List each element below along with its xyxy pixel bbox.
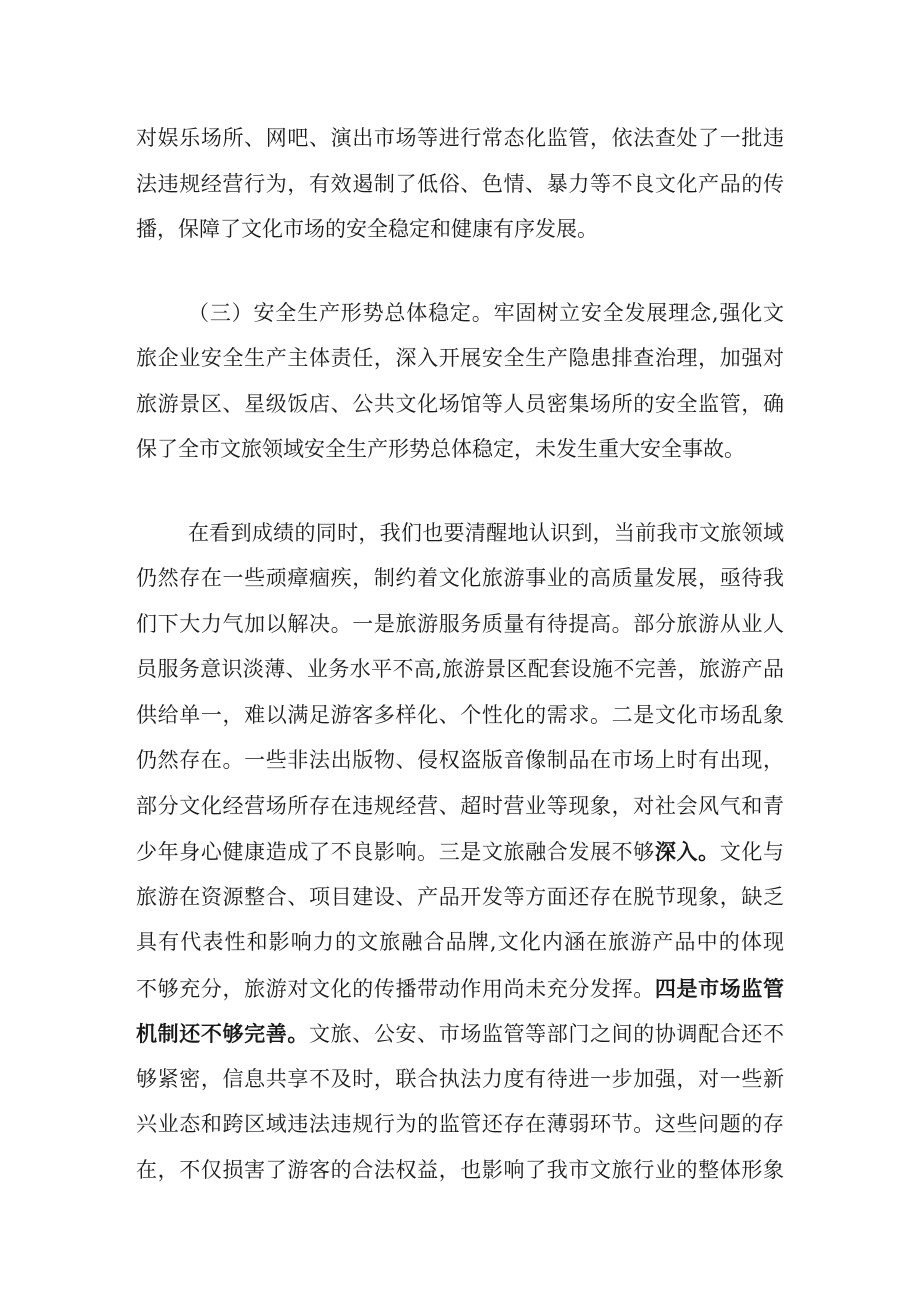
- text-line: 在看到成绩的同时，我们也要清醒地认识到，当前我市文旅领域: [188, 520, 784, 545]
- text-line: 在，不仅损害了游客的合法权益，也影响了我市文旅行业的整体形象: [136, 1157, 784, 1182]
- text-line-mixed: [136, 829, 784, 875]
- text-run: 文化与: [719, 840, 785, 864]
- text-line-mixed: [136, 1011, 784, 1057]
- text-line: 供给单一，难以满足游客多样化、个性化的需求。二是文化市场乱象: [136, 702, 784, 727]
- text-line: 部分文化经营场所存在违规经营、超时营业等现象，对社会风气和青: [136, 793, 784, 818]
- text-line: 保了全市文旅领域安全生产形势总体稳定，未发生重大安全事故。: [136, 437, 745, 461]
- bold-run: 四是市场监管: [654, 975, 785, 1001]
- text-line: 对娱乐场所、网吧、演出市场等进行常态化监管，依法查处了一批违: [136, 126, 784, 150]
- text-line: 仍然存在一些顽瘴痼疾，制约着文化旅游事业的高质量发展，亟待我: [136, 566, 784, 590]
- paragraph-2: [136, 291, 784, 473]
- paragraph-1: [136, 116, 784, 253]
- bold-run: 机制还不够完善。: [136, 1021, 309, 1046]
- text-line: 够紧密，信息共享不及时，联合执法力度有待进一步加强，对一些新: [136, 1066, 784, 1091]
- paragraph-3: [136, 511, 784, 1194]
- text-line: 旅游景区、星级饭店、公共文化场馆等人员密集场所的安全监管，确: [136, 391, 784, 416]
- text-run: 不够充分，旅游对文化的传播带动作用尚未充分发挥。: [136, 976, 655, 1001]
- text-line: 旅游在资源整合、项目建设、产品开发等方面还存在脱节现象，缺乏: [136, 884, 784, 909]
- text-line-mixed: [136, 966, 784, 1012]
- bold-run: 深入。: [654, 839, 720, 864]
- text-line: 兴业态和跨区域违法违规行为的监管还存在薄弱环节。这些问题的存: [136, 1112, 784, 1136]
- text-line: 仍然存在。一些非法出版物、侵权盗版音像制品在市场上时有出现，: [136, 748, 784, 772]
- text-line: （三）安全生产形势总体稳定。牢固树立安全发展理念,强化文: [188, 300, 784, 325]
- document-page: [136, 116, 784, 1193]
- text-line: 员服务意识淡薄、业务水平不高,旅游景区配套设施不完善，旅游产品: [136, 657, 784, 681]
- text-line: 法违规经营行为，有效遏制了低俗、色情、暴力等不良文化产品的传: [136, 171, 784, 196]
- text-line: 们下大力气加以解决。一是旅游服务质量有待提高。部分旅游从业人: [136, 611, 784, 636]
- text-run: 文旅、公安、市场监管等部门之间的协调配合还不: [308, 1022, 785, 1046]
- text-line: 具有代表性和影响力的文旅融合品牌,文化内涵在旅游产品中的体现: [136, 930, 784, 954]
- text-line: 旅企业安全生产主体责任，深入开展安全生产隐患排查治理，加强对: [136, 346, 784, 370]
- text-run: 少年身心健康造成了不良影响。三是文旅融合发展不够: [136, 840, 655, 864]
- text-line: 播，保障了文化市场的安全稳定和健康有序发展。: [136, 217, 598, 241]
